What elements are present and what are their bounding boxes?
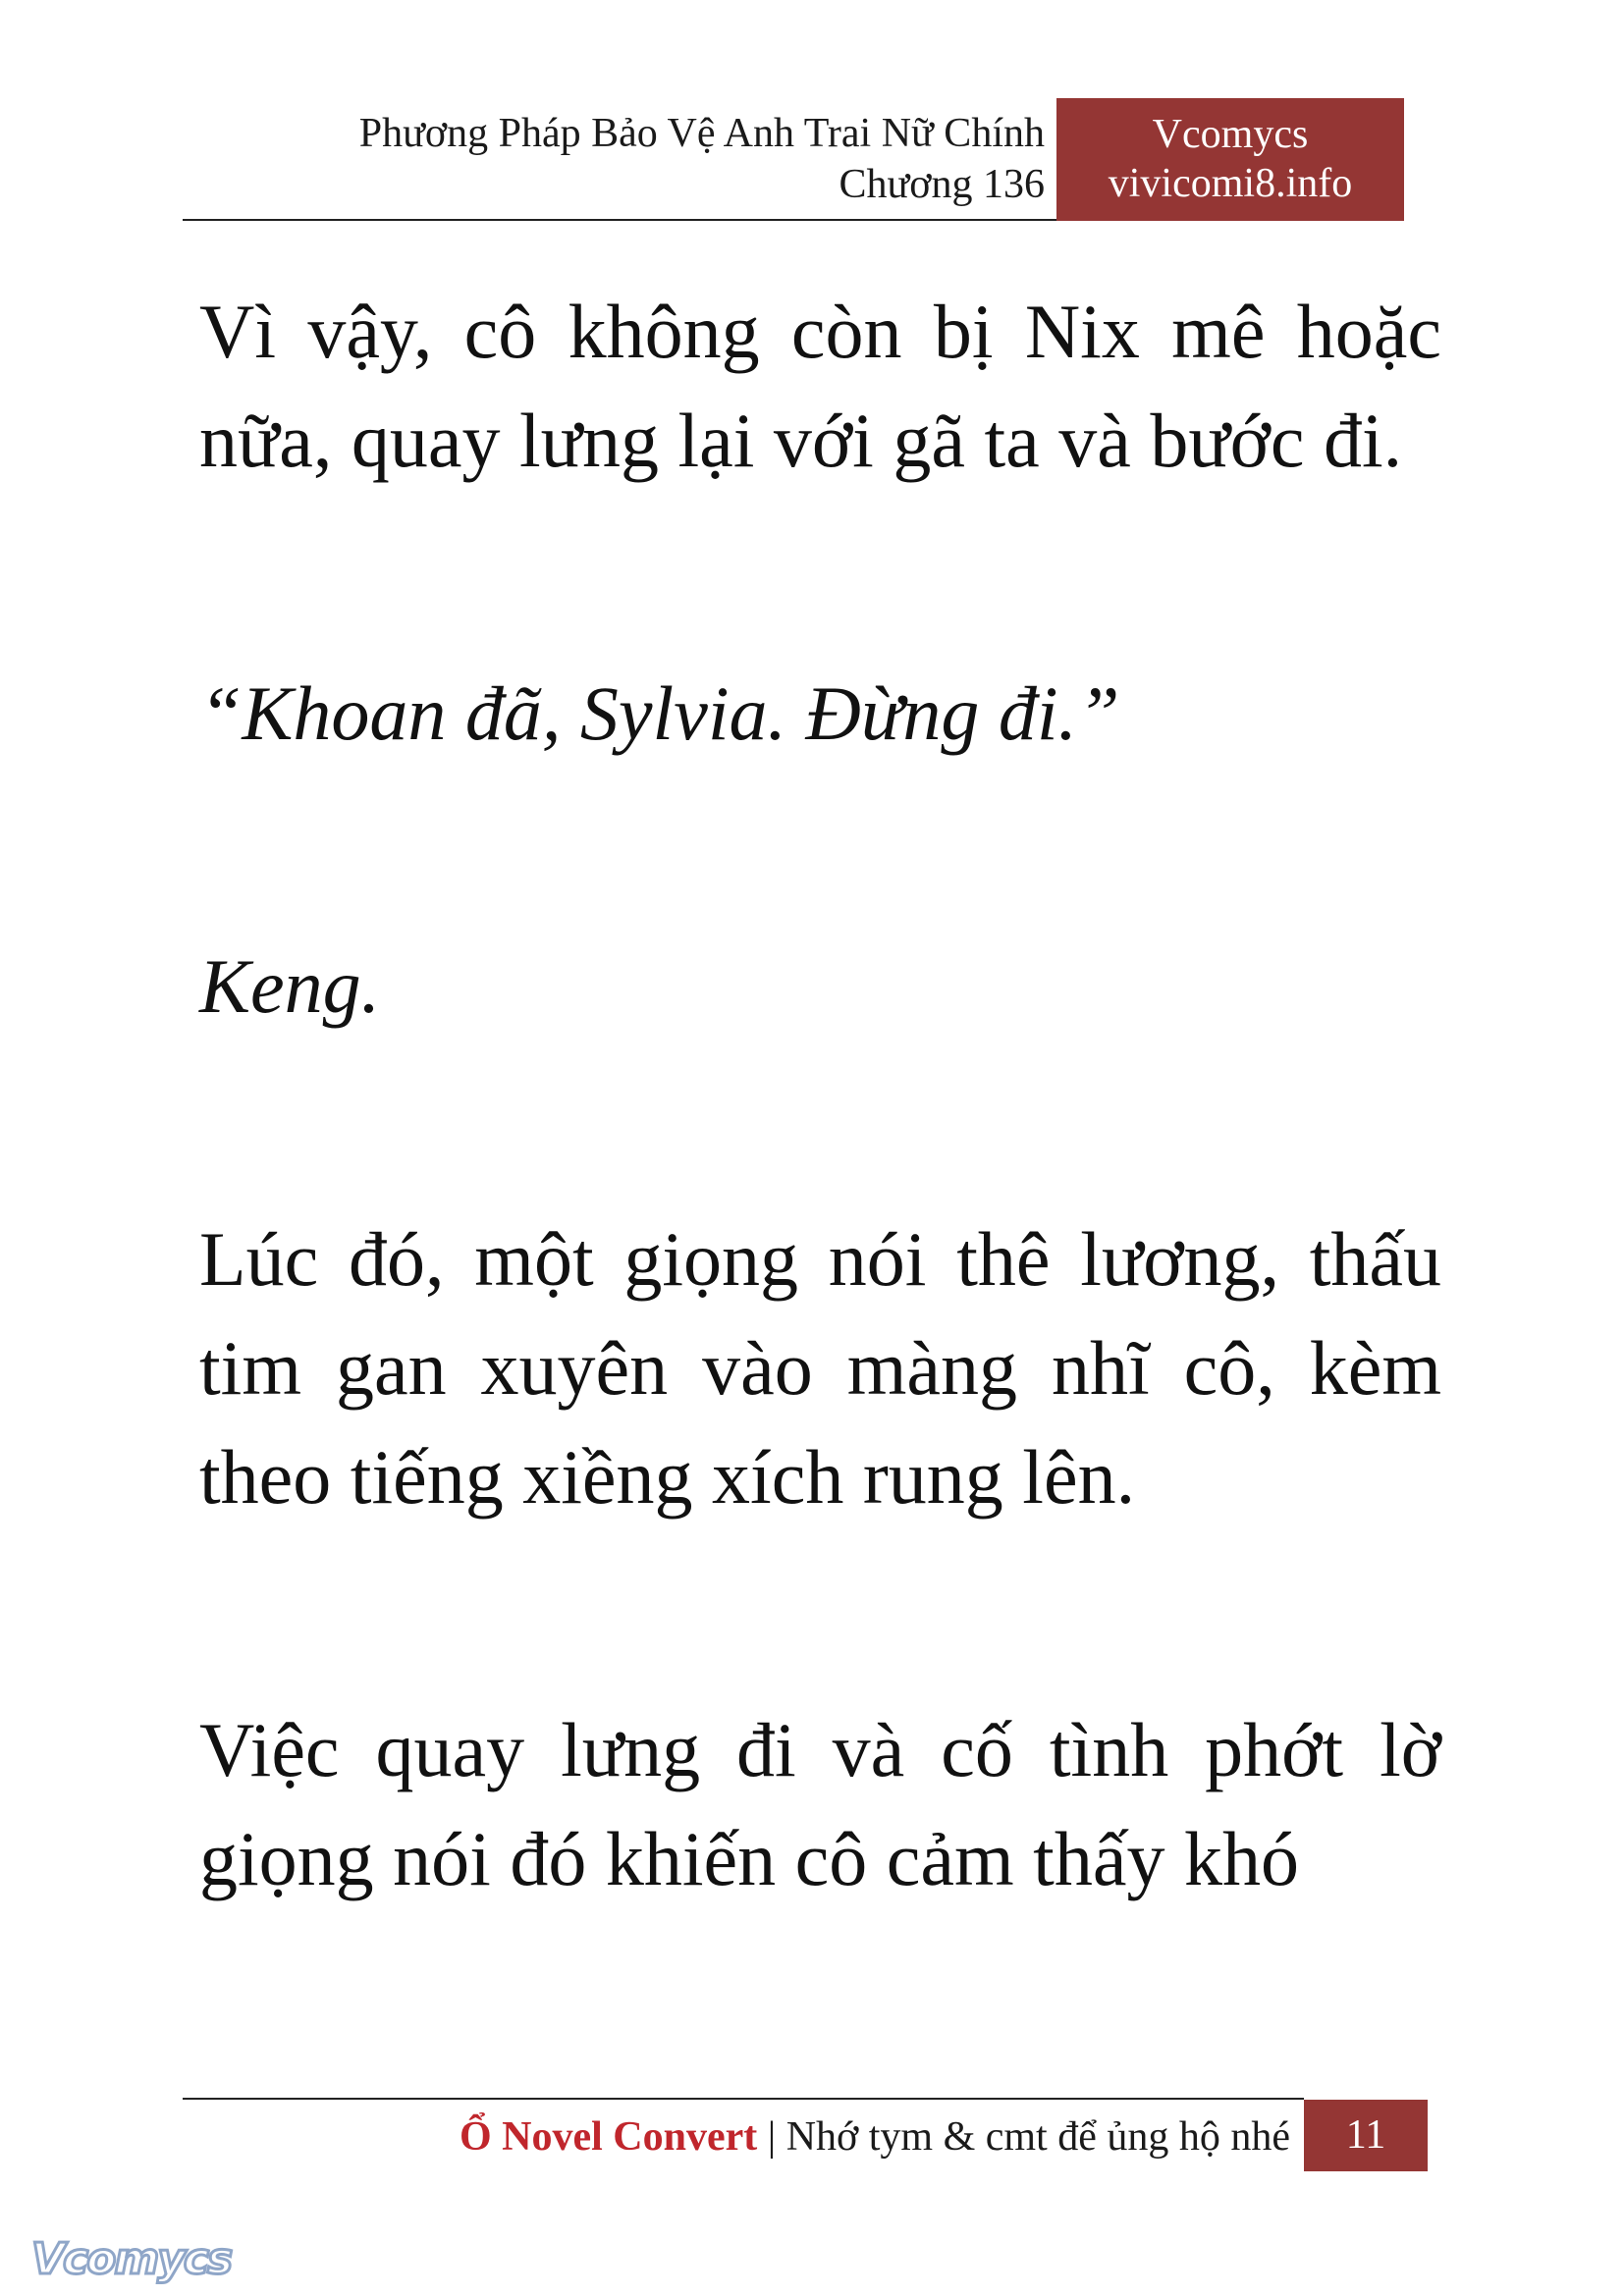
footer-message: Nhớ tym & cmt để ủng hộ nhé <box>785 2114 1290 2160</box>
paragraph-gap <box>199 1041 1441 1204</box>
header-brand-box <box>1056 98 1404 221</box>
header-site: vivicomi8.info <box>1108 161 1353 206</box>
sound-effect: Keng. <box>199 943 381 1029</box>
footer-text <box>460 2109 1290 2164</box>
book-title: Phương Pháp Bảo Vệ Anh Trai Nữ Chính <box>358 111 1045 156</box>
page-header <box>183 98 1404 221</box>
header-left <box>183 98 1056 219</box>
paragraph-4: Lúc đó, một giọng nói thê lương, thấu tim gan xuyên vào màng nhĩ cô, kèm theo tiếng xiềng xích rung lên. <box>199 1216 1441 1520</box>
footer-brand: Ổ Novel Convert <box>459 2114 758 2160</box>
paragraph-1: Vì vậy, cô không còn bị Nix mê hoặc nữa, quay lưng lại với gã ta và bước đi. <box>199 289 1441 483</box>
footer-divider <box>183 2098 1304 2100</box>
page-footer <box>183 2098 1428 2171</box>
chapter-label: Chương 136 <box>839 162 1045 207</box>
page-number: 11 <box>1304 2100 1428 2171</box>
paragraph-gap <box>199 495 1441 659</box>
paragraph-gap <box>199 768 1441 932</box>
paragraph-gap <box>199 1531 1441 1695</box>
watermark-logo-text: Vcomycs <box>31 2234 232 2284</box>
dialogue-line: “Khoan đã, Sylvia. Đừng đi.” <box>199 670 1120 756</box>
footer-separator: | <box>767 2114 777 2160</box>
paragraph-5: Việc quay lưng đi và cố tình phớt lờ giọng nói đó khiến cô cảm thấy khó <box>199 1707 1441 1901</box>
header-divider <box>183 219 1056 221</box>
vcomycs-watermark-logo <box>27 2228 253 2287</box>
chapter-content <box>199 277 1441 1913</box>
header-brand: Vcomycs <box>1152 112 1309 157</box>
